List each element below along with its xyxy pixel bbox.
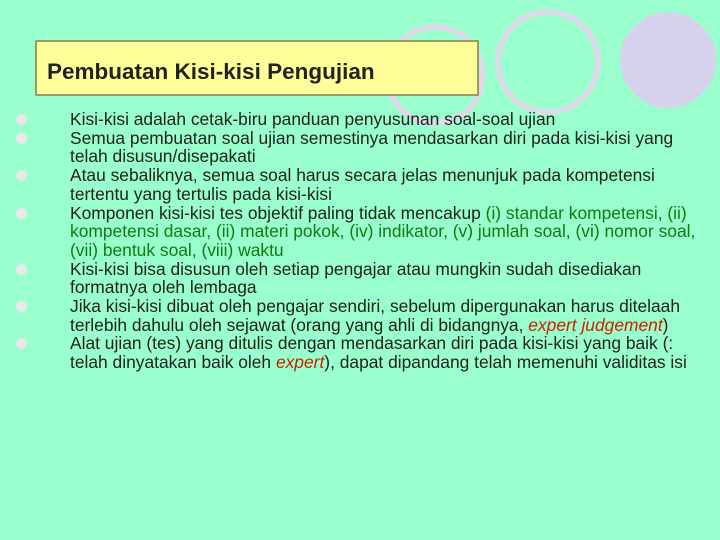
bullet-item	[16, 297, 706, 334]
title-box	[35, 40, 479, 96]
bullet-text-red: expert judgement	[528, 314, 663, 335]
bullet-text: Kisi-kisi adalah cetak-biru panduan penyusunan soal-soal ujian	[70, 109, 556, 129]
bullet-item	[16, 110, 706, 129]
bullet-text: Alat ujian (tes) yang ditulis dengan mendasarkan diri pada kisi-kisi yang baik (: telah dinyatakan baik oleh	[70, 333, 674, 373]
bullet-item	[16, 334, 706, 371]
slide-title: Pembuatan Kisi-kisi Pengujian	[47, 59, 375, 84]
bullet-text: Kisi-kisi bisa disusun oleh setiap pengajar atau mungkin sudah disediakan formatnya oleh lembaga	[70, 258, 642, 298]
bullet-dot-icon	[16, 133, 27, 144]
bullet-text-green: (i) standar kompetensi, (ii) kompetensi dasar, (ii) materi pokok, (iv) indikator, (v) jumlah soal, (vi) nomor soal, (vii) bentuk soal, (viii) waktu	[70, 202, 696, 260]
bullet-dot-icon	[16, 338, 27, 349]
bullet-dot-icon	[16, 208, 27, 219]
deco-circle-2	[498, 12, 598, 112]
bullet-text-red: expert	[275, 352, 325, 373]
bullet-dot-icon	[16, 170, 27, 181]
bullet-item	[16, 260, 706, 297]
bullet-dot-icon	[16, 301, 27, 312]
bullet-dot-icon	[16, 264, 27, 275]
bullet-item	[16, 166, 706, 203]
bullet-dot-icon	[16, 114, 27, 125]
bullet-text: Semua pembuatan soal ujian semestinya mendasarkan diri pada kisi-kisi yang telah disusun/disepakati	[70, 127, 674, 167]
bullet-list	[16, 110, 706, 372]
bullet-text: )	[662, 314, 669, 335]
bullet-text: ), dapat dipandang telah memenuhi validitas isi	[324, 352, 687, 373]
bullet-text: Komponen kisi-kisi tes objektif paling tidak mencakup	[70, 202, 486, 223]
bullet-text: Jika kisi-kisi dibuat oleh pengajar sendiri, sebelum dipergunakan harus ditelaah terlebih dahulu oleh sejawat (orang yang ahli di bidangnya,	[70, 296, 680, 335]
deco-circle-3	[620, 12, 716, 108]
bullet-item	[16, 129, 706, 166]
bullet-text: Atau sebaliknya, semua soal harus secara jelas menunjuk pada kompetensi tertentu yang tertulis pada kisi-kisi	[70, 165, 655, 204]
bullet-item	[16, 204, 706, 260]
